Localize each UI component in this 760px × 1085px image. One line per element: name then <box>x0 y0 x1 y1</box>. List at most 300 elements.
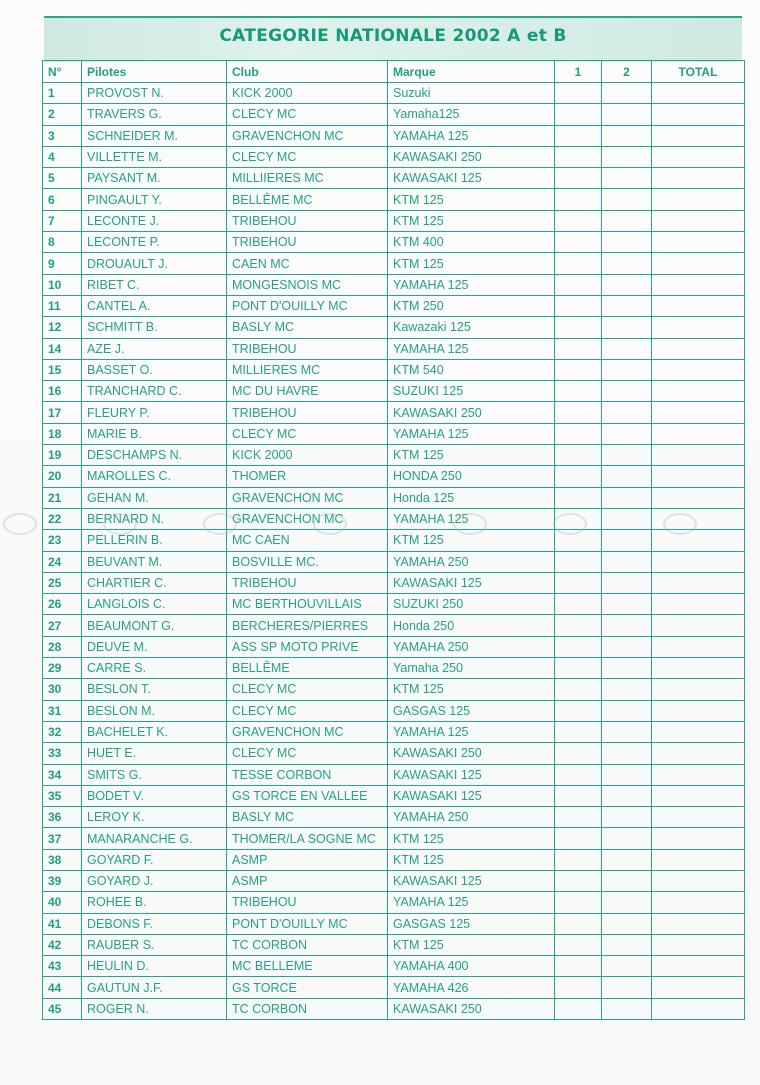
row-number: 42 <box>43 934 82 955</box>
pilot-name: SCHNEIDER M. <box>82 125 227 146</box>
club-name: CLECY MC <box>227 679 388 700</box>
club-name: GS TORCE EN VALLEE <box>227 785 388 806</box>
club-name: THOMER/LA SOGNE MC <box>227 828 388 849</box>
table-row <box>43 807 745 828</box>
header-club: Club <box>227 61 388 83</box>
table-row <box>43 317 745 338</box>
brand-name: KTM 250 <box>388 295 555 316</box>
manche-1-cell <box>555 572 602 593</box>
table-row <box>43 870 745 891</box>
header-manche-1: 1 <box>555 61 602 83</box>
manche-1-cell <box>555 998 602 1019</box>
club-name: THOMER <box>227 466 388 487</box>
club-name: BELLÊME MC <box>227 189 388 210</box>
club-name: MC BERTHOUVILLAIS <box>227 594 388 615</box>
pilot-name: RAUBER S. <box>82 934 227 955</box>
manche-2-cell <box>602 658 652 679</box>
total-cell <box>652 700 745 721</box>
row-number: 45 <box>43 998 82 1019</box>
manche-2-cell <box>602 998 652 1019</box>
brand-name: Honda 250 <box>388 615 555 636</box>
manche-1-cell <box>555 359 602 380</box>
manche-1-cell <box>555 189 602 210</box>
pilot-name: MARIE B. <box>82 423 227 444</box>
header-marque: Marque <box>388 61 555 83</box>
manche-2-cell <box>602 189 652 210</box>
brand-name: HONDA 250 <box>388 466 555 487</box>
pilot-name: TRANCHARD C. <box>82 381 227 402</box>
manche-1-cell <box>555 125 602 146</box>
total-cell <box>652 125 745 146</box>
pilot-name: PINGAULT Y. <box>82 189 227 210</box>
header-manche-2: 2 <box>602 61 652 83</box>
total-cell <box>652 892 745 913</box>
total-cell <box>652 402 745 423</box>
brand-name: YAMAHA 125 <box>388 274 555 295</box>
manche-2-cell <box>602 572 652 593</box>
row-number: 4 <box>43 146 82 167</box>
manche-2-cell <box>602 168 652 189</box>
manche-1-cell <box>555 807 602 828</box>
pilot-name: DEBONS F. <box>82 913 227 934</box>
brand-name: YAMAHA 125 <box>388 721 555 742</box>
manche-1-cell <box>555 849 602 870</box>
header-pilotes: Pilotes <box>82 61 227 83</box>
manche-2-cell <box>602 870 652 891</box>
row-number: 41 <box>43 913 82 934</box>
total-cell <box>652 849 745 870</box>
brand-name: YAMAHA 125 <box>388 423 555 444</box>
row-number: 22 <box>43 508 82 529</box>
pilot-name: GOYARD J. <box>82 870 227 891</box>
manche-1-cell <box>555 594 602 615</box>
pilot-name: TRAVERS G. <box>82 104 227 125</box>
brand-name: KTM 125 <box>388 253 555 274</box>
manche-1-cell <box>555 913 602 934</box>
manche-2-cell <box>602 721 652 742</box>
total-cell <box>652 508 745 529</box>
row-number: 34 <box>43 764 82 785</box>
manche-1-cell <box>555 317 602 338</box>
row-number: 10 <box>43 274 82 295</box>
pilot-name: MANARANCHE G. <box>82 828 227 849</box>
club-name: TESSE CORBON <box>227 764 388 785</box>
club-name: GRAVENCHON MC <box>227 508 388 529</box>
brand-name: KAWASAKI 125 <box>388 572 555 593</box>
brand-name: YAMAHA 125 <box>388 338 555 359</box>
table-row <box>43 764 745 785</box>
row-number: 12 <box>43 317 82 338</box>
table-row <box>43 189 745 210</box>
pilot-name: PELLERIN B. <box>82 530 227 551</box>
row-number: 2 <box>43 104 82 125</box>
club-name: CLECY MC <box>227 104 388 125</box>
brand-name: YAMAHA 250 <box>388 807 555 828</box>
row-number: 1 <box>43 83 82 104</box>
manche-2-cell <box>602 743 652 764</box>
club-name: GRAVENCHON MC <box>227 125 388 146</box>
pilot-name: LECONTE J. <box>82 210 227 231</box>
brand-name: KTM 125 <box>388 849 555 870</box>
table-row <box>43 892 745 913</box>
brand-name: KTM 540 <box>388 359 555 380</box>
total-cell <box>652 317 745 338</box>
manche-1-cell <box>555 253 602 274</box>
club-name: TC CORBON <box>227 998 388 1019</box>
club-name: MONGESNOIS MC <box>227 274 388 295</box>
total-cell <box>652 338 745 359</box>
manche-2-cell <box>602 359 652 380</box>
row-number: 37 <box>43 828 82 849</box>
total-cell <box>652 679 745 700</box>
row-number: 30 <box>43 679 82 700</box>
brand-name: KAWASAKI 250 <box>388 998 555 1019</box>
club-name: TC CORBON <box>227 934 388 955</box>
total-cell <box>652 977 745 998</box>
manche-2-cell <box>602 764 652 785</box>
total-cell <box>652 168 745 189</box>
club-name: GS TORCE <box>227 977 388 998</box>
table-row <box>43 785 745 806</box>
pilot-name: HEULIN D. <box>82 956 227 977</box>
brand-name: KTM 125 <box>388 530 555 551</box>
row-number: 36 <box>43 807 82 828</box>
row-number: 15 <box>43 359 82 380</box>
total-cell <box>652 870 745 891</box>
table-row <box>43 232 745 253</box>
header-num: N° <box>43 61 82 83</box>
total-cell <box>652 530 745 551</box>
table-row <box>43 828 745 849</box>
table-row <box>43 423 745 444</box>
row-number: 39 <box>43 870 82 891</box>
brand-name: GASGAS 125 <box>388 913 555 934</box>
brand-name: Yamaha125 <box>388 104 555 125</box>
manche-2-cell <box>602 125 652 146</box>
club-name: BELLÊME <box>227 658 388 679</box>
manche-1-cell <box>555 721 602 742</box>
manche-2-cell <box>602 487 652 508</box>
club-name: CLECY MC <box>227 743 388 764</box>
total-cell <box>652 615 745 636</box>
brand-name: YAMAHA 426 <box>388 977 555 998</box>
table-row <box>43 210 745 231</box>
pilot-name: BESLON M. <box>82 700 227 721</box>
brand-name: KAWASAKI 125 <box>388 764 555 785</box>
row-number: 8 <box>43 232 82 253</box>
manche-1-cell <box>555 785 602 806</box>
manche-2-cell <box>602 785 652 806</box>
table-row <box>43 594 745 615</box>
brand-name: KAWASAKI 125 <box>388 870 555 891</box>
row-number: 32 <box>43 721 82 742</box>
table-row <box>43 721 745 742</box>
table-row <box>43 934 745 955</box>
pilot-name: BEAUMONT G. <box>82 615 227 636</box>
row-number: 14 <box>43 338 82 359</box>
club-name: TRIBEHOU <box>227 572 388 593</box>
row-number: 25 <box>43 572 82 593</box>
manche-1-cell <box>555 232 602 253</box>
pilot-name: RIBET C. <box>82 274 227 295</box>
table-row <box>43 700 745 721</box>
pilot-name: VILLETTE M. <box>82 146 227 167</box>
club-name: TRIBEHOU <box>227 210 388 231</box>
table-row <box>43 551 745 572</box>
club-name: ASMP <box>227 870 388 891</box>
table-row <box>43 338 745 359</box>
table-row <box>43 274 745 295</box>
table-row <box>43 849 745 870</box>
club-name: TRIBEHOU <box>227 402 388 423</box>
club-name: TRIBEHOU <box>227 892 388 913</box>
row-number: 6 <box>43 189 82 210</box>
club-name: PONT D'OUILLY MC <box>227 295 388 316</box>
manche-2-cell <box>602 232 652 253</box>
manche-2-cell <box>602 892 652 913</box>
club-name: ASMP <box>227 849 388 870</box>
club-name: ASS SP MOTO PRIVE <box>227 636 388 657</box>
total-cell <box>652 210 745 231</box>
brand-name: YAMAHA 400 <box>388 956 555 977</box>
manche-1-cell <box>555 934 602 955</box>
row-number: 17 <box>43 402 82 423</box>
manche-1-cell <box>555 551 602 572</box>
manche-2-cell <box>602 700 652 721</box>
pilot-name: BASSET O. <box>82 359 227 380</box>
pilot-name: BESLON T. <box>82 679 227 700</box>
manche-2-cell <box>602 317 652 338</box>
manche-1-cell <box>555 168 602 189</box>
manche-2-cell <box>602 551 652 572</box>
total-cell <box>652 998 745 1019</box>
manche-1-cell <box>555 892 602 913</box>
total-cell <box>652 445 745 466</box>
pilot-name: FLEURY P. <box>82 402 227 423</box>
club-name: CLECY MC <box>227 700 388 721</box>
total-cell <box>652 572 745 593</box>
row-number: 5 <box>43 168 82 189</box>
row-number: 20 <box>43 466 82 487</box>
manche-1-cell <box>555 466 602 487</box>
brand-name: Yamaha 250 <box>388 658 555 679</box>
manche-1-cell <box>555 530 602 551</box>
manche-1-cell <box>555 338 602 359</box>
row-number: 26 <box>43 594 82 615</box>
club-name: PONT D'OUILLY MC <box>227 913 388 934</box>
total-cell <box>652 104 745 125</box>
total-cell <box>652 189 745 210</box>
table-row <box>43 402 745 423</box>
total-cell <box>652 423 745 444</box>
header-row <box>43 61 745 83</box>
brand-name: YAMAHA 125 <box>388 892 555 913</box>
club-name: MC DU HAVRE <box>227 381 388 402</box>
pilot-name: DEUVE M. <box>82 636 227 657</box>
pilot-name: CANTEL A. <box>82 295 227 316</box>
manche-2-cell <box>602 828 652 849</box>
table-row <box>43 956 745 977</box>
manche-1-cell <box>555 636 602 657</box>
table-row <box>43 743 745 764</box>
total-cell <box>652 487 745 508</box>
table-row <box>43 104 745 125</box>
table-row <box>43 359 745 380</box>
manche-2-cell <box>602 146 652 167</box>
club-name: CLECY MC <box>227 146 388 167</box>
total-cell <box>652 956 745 977</box>
club-name: BOSVILLE MC. <box>227 551 388 572</box>
total-cell <box>652 658 745 679</box>
total-cell <box>652 146 745 167</box>
table-row <box>43 658 745 679</box>
row-number: 7 <box>43 210 82 231</box>
total-cell <box>652 785 745 806</box>
brand-name: KTM 125 <box>388 934 555 955</box>
table-row <box>43 530 745 551</box>
table-row <box>43 125 745 146</box>
pilot-name: BERNARD N. <box>82 508 227 529</box>
row-number: 29 <box>43 658 82 679</box>
manche-1-cell <box>555 83 602 104</box>
manche-2-cell <box>602 466 652 487</box>
table-row <box>43 913 745 934</box>
row-number: 18 <box>43 423 82 444</box>
total-cell <box>652 232 745 253</box>
pilot-name: DROUAULT J. <box>82 253 227 274</box>
club-name: GRAVENCHON MC <box>227 721 388 742</box>
manche-2-cell <box>602 508 652 529</box>
row-number: 33 <box>43 743 82 764</box>
total-cell <box>652 594 745 615</box>
page-title: CATEGORIE NATIONALE 2002 A et B <box>219 26 567 46</box>
club-name: KICK 2000 <box>227 83 388 104</box>
table-row <box>43 636 745 657</box>
manche-2-cell <box>602 913 652 934</box>
table-row <box>43 977 745 998</box>
row-number: 21 <box>43 487 82 508</box>
total-cell <box>652 466 745 487</box>
pilot-name: GAUTUN J.F. <box>82 977 227 998</box>
brand-name: KTM 125 <box>388 210 555 231</box>
manche-2-cell <box>602 977 652 998</box>
pilot-name: ROGER N. <box>82 998 227 1019</box>
brand-name: KAWASAKI 250 <box>388 146 555 167</box>
club-name: MC CAEN <box>227 530 388 551</box>
pilot-name: AZE J. <box>82 338 227 359</box>
club-name: MC BELLEME <box>227 956 388 977</box>
manche-2-cell <box>602 338 652 359</box>
club-name: TRIBEHOU <box>227 232 388 253</box>
manche-1-cell <box>555 956 602 977</box>
brand-name: Honda 125 <box>388 487 555 508</box>
row-number: 40 <box>43 892 82 913</box>
pilot-name: DESCHAMPS N. <box>82 445 227 466</box>
manche-2-cell <box>602 530 652 551</box>
pilot-name: CHARTIER C. <box>82 572 227 593</box>
manche-1-cell <box>555 870 602 891</box>
brand-name: KTM 125 <box>388 445 555 466</box>
table-row <box>43 83 745 104</box>
row-number: 35 <box>43 785 82 806</box>
table-row <box>43 445 745 466</box>
total-cell <box>652 274 745 295</box>
manche-1-cell <box>555 146 602 167</box>
table-row <box>43 998 745 1019</box>
manche-1-cell <box>555 104 602 125</box>
manche-1-cell <box>555 487 602 508</box>
manche-2-cell <box>602 253 652 274</box>
manche-2-cell <box>602 636 652 657</box>
table-row <box>43 487 745 508</box>
row-number: 24 <box>43 551 82 572</box>
manche-1-cell <box>555 274 602 295</box>
club-name: TRIBEHOU <box>227 338 388 359</box>
manche-1-cell <box>555 658 602 679</box>
brand-name: KTM 125 <box>388 828 555 849</box>
brand-name: GASGAS 125 <box>388 700 555 721</box>
manche-2-cell <box>602 423 652 444</box>
manche-2-cell <box>602 679 652 700</box>
pilot-name: PROVOST N. <box>82 83 227 104</box>
row-number: 44 <box>43 977 82 998</box>
brand-name: SUZUKI 125 <box>388 381 555 402</box>
manche-1-cell <box>555 828 602 849</box>
brand-name: KTM 125 <box>388 679 555 700</box>
pilot-name: ROHEE B. <box>82 892 227 913</box>
manche-1-cell <box>555 764 602 785</box>
row-number: 9 <box>43 253 82 274</box>
pilot-name: PAYSANT M. <box>82 168 227 189</box>
club-name: BASLY MC <box>227 807 388 828</box>
brand-name: KTM 125 <box>388 189 555 210</box>
brand-name: YAMAHA 125 <box>388 125 555 146</box>
total-cell <box>652 381 745 402</box>
manche-1-cell <box>555 700 602 721</box>
table-row <box>43 679 745 700</box>
brand-name: YAMAHA 250 <box>388 551 555 572</box>
manche-2-cell <box>602 445 652 466</box>
total-cell <box>652 253 745 274</box>
club-name: CAEN MC <box>227 253 388 274</box>
pilot-name: SMITS G. <box>82 764 227 785</box>
pilot-name: MAROLLES C. <box>82 466 227 487</box>
pilot-name: HUET E. <box>82 743 227 764</box>
pilot-name: GOYARD F. <box>82 849 227 870</box>
manche-2-cell <box>602 849 652 870</box>
table-row <box>43 253 745 274</box>
row-number: 43 <box>43 956 82 977</box>
manche-1-cell <box>555 210 602 231</box>
manche-1-cell <box>555 977 602 998</box>
header-total: TOTAL <box>652 61 745 83</box>
manche-1-cell <box>555 423 602 444</box>
manche-2-cell <box>602 381 652 402</box>
total-cell <box>652 913 745 934</box>
brand-name: KAWASAKI 125 <box>388 168 555 189</box>
club-name: MILLIIERES MC <box>227 168 388 189</box>
manche-1-cell <box>555 402 602 423</box>
club-name: GRAVENCHON MC <box>227 487 388 508</box>
brand-name: SUZUKI 250 <box>388 594 555 615</box>
club-name: MILLIERES MC <box>227 359 388 380</box>
manche-2-cell <box>602 402 652 423</box>
brand-name: KAWASAKI 125 <box>388 785 555 806</box>
brand-name: Suzuki <box>388 83 555 104</box>
club-name: BERCHERES/PIERRES <box>227 615 388 636</box>
manche-2-cell <box>602 956 652 977</box>
row-number: 27 <box>43 615 82 636</box>
